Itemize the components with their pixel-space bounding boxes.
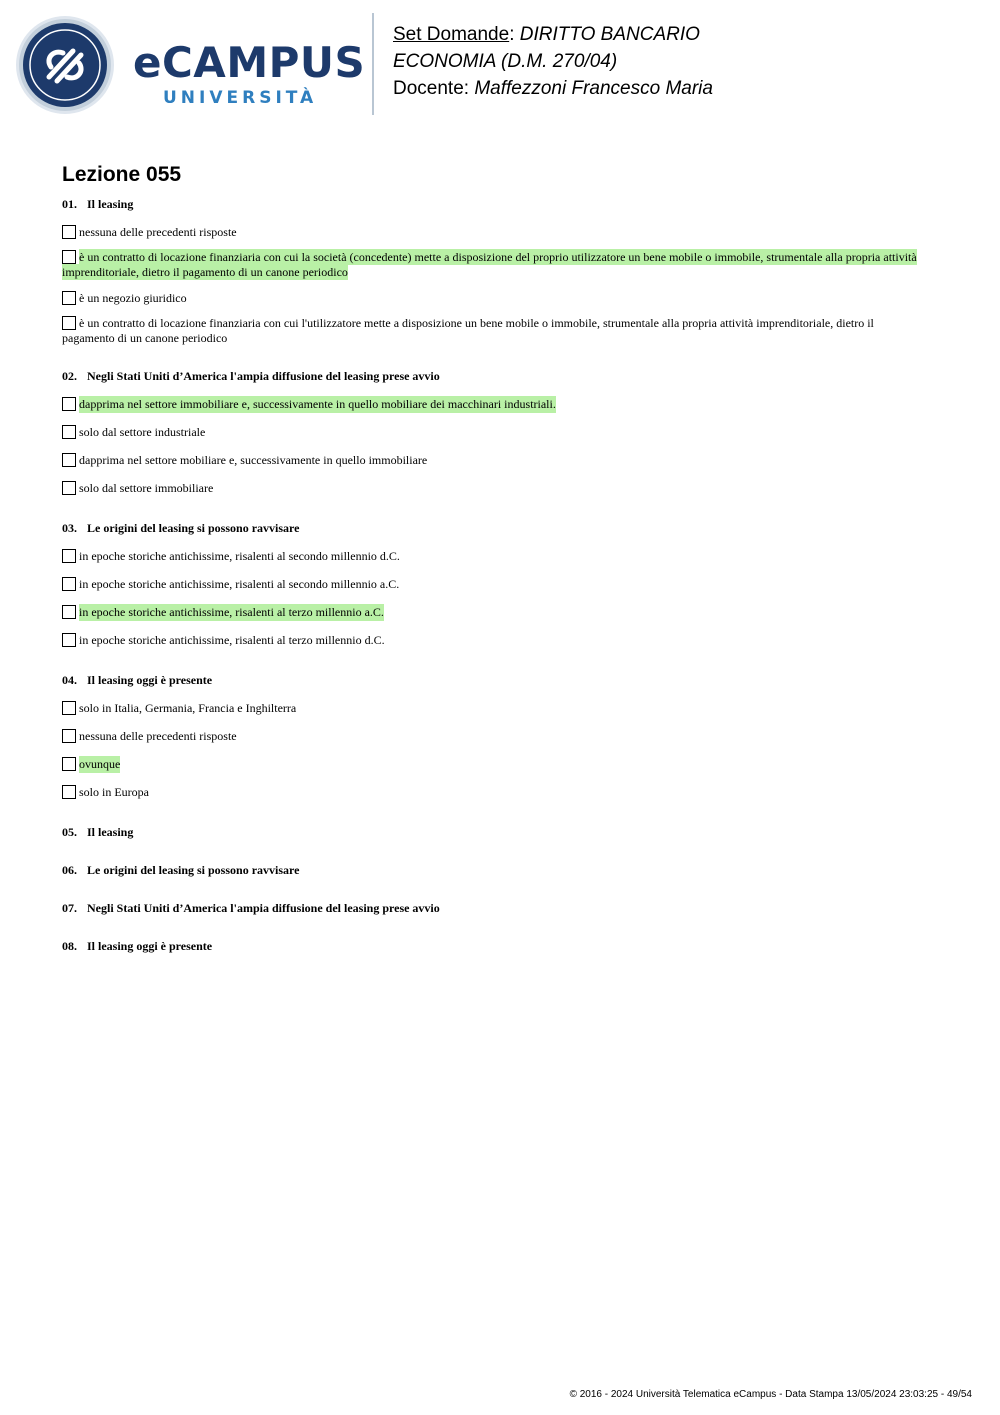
answer-option xyxy=(62,602,922,622)
question-block xyxy=(62,194,922,366)
set-label: Set Domande xyxy=(393,24,510,45)
answer-text: dapprima nel settore mobiliare e, successivamente in quello immobiliare xyxy=(79,452,428,467)
page-header xyxy=(0,0,1000,130)
answer-option xyxy=(62,250,922,280)
answer-text: è un negozio giuridico xyxy=(79,290,187,305)
answer-checkbox[interactable] xyxy=(62,453,76,467)
answer-checkbox[interactable] xyxy=(62,225,76,239)
open-question-title xyxy=(62,860,922,880)
open-question-title xyxy=(62,898,922,918)
question-block xyxy=(62,366,922,518)
answer-text: nessuna delle precedenti risposte xyxy=(79,224,237,239)
open-question-title xyxy=(62,822,922,842)
answer-option xyxy=(62,316,922,346)
question-title xyxy=(62,670,922,690)
answer-option xyxy=(62,726,922,746)
question-number: 06. xyxy=(62,862,77,877)
answer-text: solo in Europa xyxy=(79,784,149,799)
question-spacer xyxy=(62,346,922,366)
answer-checkbox[interactable] xyxy=(62,729,76,743)
question-text: Le origini del leasing si possono ravvisare xyxy=(87,862,300,877)
set-separator: : xyxy=(509,24,520,45)
answer-text-correct: dapprima nel settore immobiliare e, successivamente in quello mobiliare dei macchinari industriali. xyxy=(79,396,556,411)
question-text: Il leasing xyxy=(87,196,134,211)
ecampus-wordmark xyxy=(133,38,366,112)
logo-subtitle-text: UNIVERSITÀ xyxy=(163,88,318,108)
teacher-name: Maffezzoni Francesco Maria xyxy=(474,78,713,99)
answer-checkbox[interactable] xyxy=(62,481,76,495)
answer-option xyxy=(62,782,922,802)
answer-text-correct: è un contratto di locazione finanziaria con cui la società (concedente) mette a disposizione del proprio utilizzatore un bene mobile o immobile, strumentale alla propria attività imprenditoriale, dietro il pagamento di un canone periodico xyxy=(62,250,917,279)
lesson-title: Lezione 055 xyxy=(62,163,182,186)
answer-checkbox[interactable] xyxy=(62,316,76,330)
question-title xyxy=(62,194,922,214)
header-divider xyxy=(372,13,374,115)
question-number: 07. xyxy=(62,900,77,915)
question-title xyxy=(62,366,922,386)
answer-text: in epoche storiche antichissime, risalenti al terzo millennio d.C. xyxy=(79,632,385,647)
question-spacer xyxy=(62,802,922,822)
set-value-line2: ECONOMIA (D.M. 270/04) xyxy=(393,51,618,72)
answer-option xyxy=(62,630,922,650)
teacher-row xyxy=(393,75,713,102)
answer-option xyxy=(62,754,922,774)
answer-text-correct: in epoche storiche antichissime, risalenti al terzo millennio a.C. xyxy=(79,604,384,619)
question-block xyxy=(62,670,922,822)
answer-option xyxy=(62,546,922,566)
answer-checkbox[interactable] xyxy=(62,425,76,439)
logo-brand-text: eCAMPUS xyxy=(133,38,366,87)
answer-checkbox[interactable] xyxy=(62,577,76,591)
question-text: Il leasing oggi è presente xyxy=(87,938,213,953)
question-number: 02. xyxy=(62,368,77,383)
question-block xyxy=(62,518,922,670)
answer-text: solo dal settore industriale xyxy=(79,424,206,439)
answer-option xyxy=(62,222,922,242)
set-value-line1: DIRITTO BANCARIO xyxy=(519,24,700,45)
answer-checkbox[interactable] xyxy=(62,633,76,647)
question-number: 03. xyxy=(62,520,77,535)
answer-checkbox[interactable] xyxy=(62,701,76,715)
question-text: Negli Stati Uniti d’America l'ampia diffusione del leasing prese avvio xyxy=(87,368,440,383)
question-number: 08. xyxy=(62,938,77,953)
answer-text: in epoche storiche antichissime, risalenti al secondo millennio d.C. xyxy=(79,548,400,563)
answer-option xyxy=(62,698,922,718)
question-text: Il leasing oggi è presente xyxy=(87,672,213,687)
answer-checkbox[interactable] xyxy=(62,250,76,264)
answer-checkbox[interactable] xyxy=(62,549,76,563)
answer-checkbox[interactable] xyxy=(62,397,76,411)
answer-option xyxy=(62,394,922,414)
set-info-row-1 xyxy=(393,21,713,48)
questions-list xyxy=(62,194,922,956)
teacher-label: Docente: xyxy=(393,78,475,99)
answer-option xyxy=(62,478,922,498)
answer-checkbox[interactable] xyxy=(62,605,76,619)
answer-text: nessuna delle precedenti risposte xyxy=(79,728,237,743)
set-info xyxy=(393,21,713,102)
question-text: Il leasing xyxy=(87,824,134,839)
answer-text: solo dal settore immobiliare xyxy=(79,480,214,495)
answer-option xyxy=(62,450,922,470)
answer-option xyxy=(62,422,922,442)
page-footer: © 2016 - 2024 Università Telematica eCampus - Data Stampa 13/05/2024 23:03:25 - 49/54 xyxy=(569,1389,972,1400)
question-text: Le origini del leasing si possono ravvisare xyxy=(87,520,300,535)
question-title xyxy=(62,518,922,538)
answer-text-correct: ovunque xyxy=(79,756,121,771)
question-spacer xyxy=(62,650,922,670)
question-text: Negli Stati Uniti d’America l'ampia diffusione del leasing prese avvio xyxy=(87,900,440,915)
answer-checkbox[interactable] xyxy=(62,757,76,771)
answer-checkbox[interactable] xyxy=(62,291,76,305)
answer-option xyxy=(62,574,922,594)
ecampus-seal-logo xyxy=(15,15,115,115)
open-question-title xyxy=(62,936,922,956)
answer-option xyxy=(62,288,922,308)
question-number: 05. xyxy=(62,824,77,839)
answer-text: solo in Italia, Germania, Francia e Inghilterra xyxy=(79,700,297,715)
question-number: 01. xyxy=(62,196,77,211)
answer-text: è un contratto di locazione finanziaria con cui l'utilizzatore mette a disposizione un bene mobile o immobile, strumentale alla propria attività imprenditoriale, dietro il pagamento di un canone periodico xyxy=(62,316,874,345)
answer-text: in epoche storiche antichissime, risalenti al secondo millennio a.C. xyxy=(79,576,400,591)
question-spacer xyxy=(62,498,922,518)
answer-checkbox[interactable] xyxy=(62,785,76,799)
question-number: 04. xyxy=(62,672,77,687)
